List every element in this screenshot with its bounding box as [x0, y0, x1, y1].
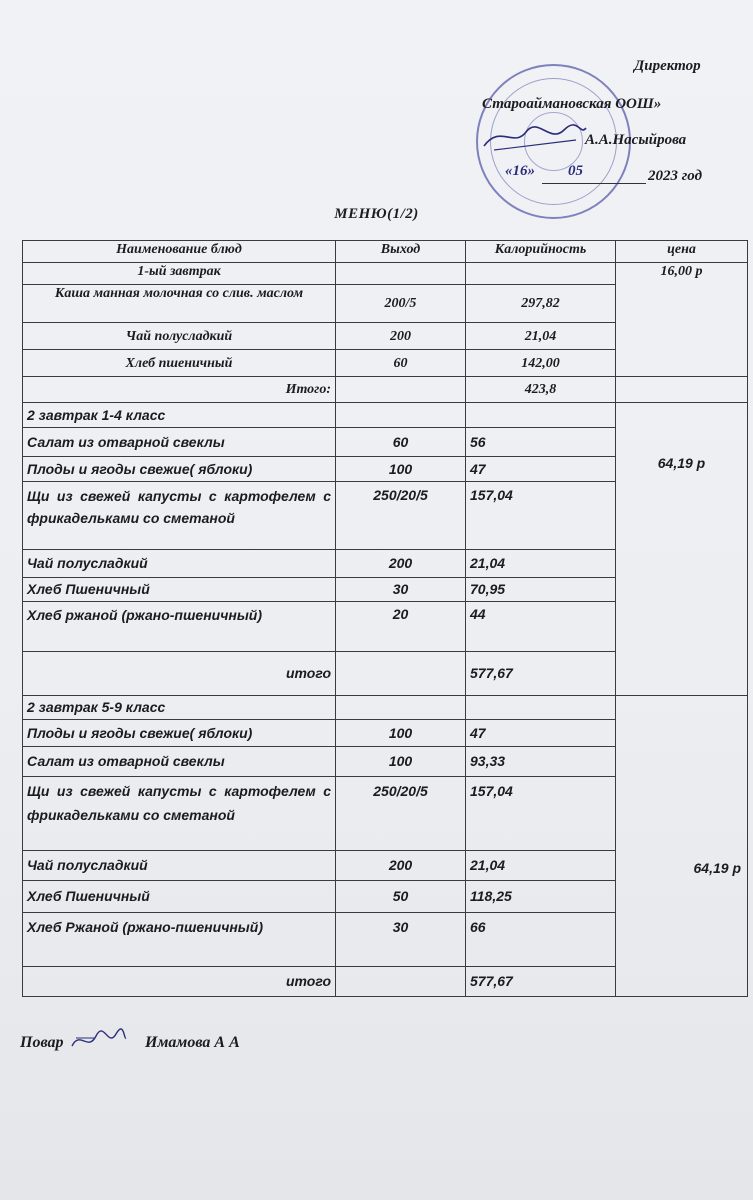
section-title: 2 завтрак 5-9 класс	[23, 696, 336, 720]
section-title: 1-ый завтрак	[23, 263, 336, 285]
header-price: цена	[616, 241, 748, 263]
dish-name: Плоды и ягоды свежие( яблоки)	[23, 720, 336, 747]
dish-calories: 44	[466, 602, 616, 652]
cook-signature	[68, 1026, 128, 1056]
dish-name: Хлеб Пшеничный	[23, 578, 336, 602]
dish-yield: 100	[336, 747, 466, 777]
dish-calories: 297,82	[466, 285, 616, 323]
approval-position: Директор	[634, 58, 701, 74]
dish-calories: 157,04	[466, 482, 616, 550]
dish-yield: 20	[336, 602, 466, 652]
footer-role: Повар	[20, 1034, 64, 1051]
total-calories: 577,67	[466, 652, 616, 696]
dish-name: Хлеб Пшеничный	[23, 881, 336, 913]
price-breakfast2b: 64,19 р	[616, 696, 748, 997]
header-yield: Выход	[336, 241, 466, 263]
dish-calories: 47	[466, 720, 616, 747]
dish-name: Щи из свежей капусты с картофелем с фрикадельками со сметаной	[23, 777, 336, 851]
footer-name: Имамова А А	[145, 1034, 240, 1051]
dish-yield: 60	[336, 350, 466, 377]
date-underline	[542, 183, 646, 184]
menu-title: МЕНЮ(1/2)	[334, 206, 419, 222]
dish-yield: 50	[336, 881, 466, 913]
total-row	[23, 377, 748, 403]
dish-name: Чай полусладкий	[23, 323, 336, 350]
dish-calories: 142,00	[466, 350, 616, 377]
approval-school: Староаймановская ООШ»	[482, 96, 662, 112]
dish-yield: 30	[336, 578, 466, 602]
dish-name: Плоды и ягоды свежие( яблоки)	[23, 457, 336, 482]
total-label: Итого:	[23, 377, 336, 403]
dish-calories: 21,04	[466, 550, 616, 578]
dish-yield: 250/20/5	[336, 777, 466, 851]
table-header	[23, 241, 748, 263]
dish-yield: 100	[336, 457, 466, 482]
dish-name: Каша манная молочная со слив. маслом	[23, 285, 336, 323]
dish-name: Щи из свежей капусты с картофелем с фрикадельками со сметаной	[23, 482, 336, 550]
section-heading	[23, 263, 748, 285]
approval-year: 2023 год	[648, 168, 703, 184]
dish-yield: 100	[336, 720, 466, 747]
price-breakfast2a: 64,19 р	[616, 403, 748, 696]
dish-name: Хлеб ржаной (ржано-пшеничный)	[23, 602, 336, 652]
total-label: итого	[23, 652, 336, 696]
price-breakfast1: 16,00 р	[616, 263, 748, 377]
director-signature	[480, 118, 590, 158]
dish-name: Салат из отварной свеклы	[23, 747, 336, 777]
total-calories: 577,67	[466, 967, 616, 997]
dish-calories: 21,04	[466, 323, 616, 350]
approval-month: 05	[568, 163, 583, 179]
total-label: итого	[23, 967, 336, 997]
dish-calories: 21,04	[466, 851, 616, 881]
dish-yield: 30	[336, 913, 466, 967]
approval-signatory: А.А.Насыйрова	[585, 132, 687, 148]
dish-name: Хлеб Ржаной (ржано-пшеничный)	[23, 913, 336, 967]
dish-yield: 60	[336, 428, 466, 457]
dish-calories: 157,04	[466, 777, 616, 851]
dish-yield: 200	[336, 851, 466, 881]
header-name: Наименование блюд	[23, 241, 336, 263]
dish-calories: 56	[466, 428, 616, 457]
dish-calories: 93,33	[466, 747, 616, 777]
section-heading	[23, 696, 748, 720]
section-title: 2 завтрак 1-4 класс	[23, 403, 336, 428]
header-calories: Калорийность	[466, 241, 616, 263]
dish-name: Чай полусладкий	[23, 550, 336, 578]
total-calories: 423,8	[466, 377, 616, 403]
dish-calories: 118,25	[466, 881, 616, 913]
dish-name: Салат из отварной свеклы	[23, 428, 336, 457]
dish-yield: 250/20/5	[336, 482, 466, 550]
approval-day: «16»	[505, 163, 535, 179]
footer-signature-line	[20, 1034, 240, 1052]
dish-name: Чай полусладкий	[23, 851, 336, 881]
dish-yield: 200/5	[336, 285, 466, 323]
dish-calories: 66	[466, 913, 616, 967]
dish-calories: 70,95	[466, 578, 616, 602]
menu-table	[22, 240, 748, 997]
dish-name: Хлеб пшеничный	[23, 350, 336, 377]
section-heading	[23, 403, 748, 428]
dish-yield: 200	[336, 323, 466, 350]
dish-calories: 47	[466, 457, 616, 482]
dish-yield: 200	[336, 550, 466, 578]
